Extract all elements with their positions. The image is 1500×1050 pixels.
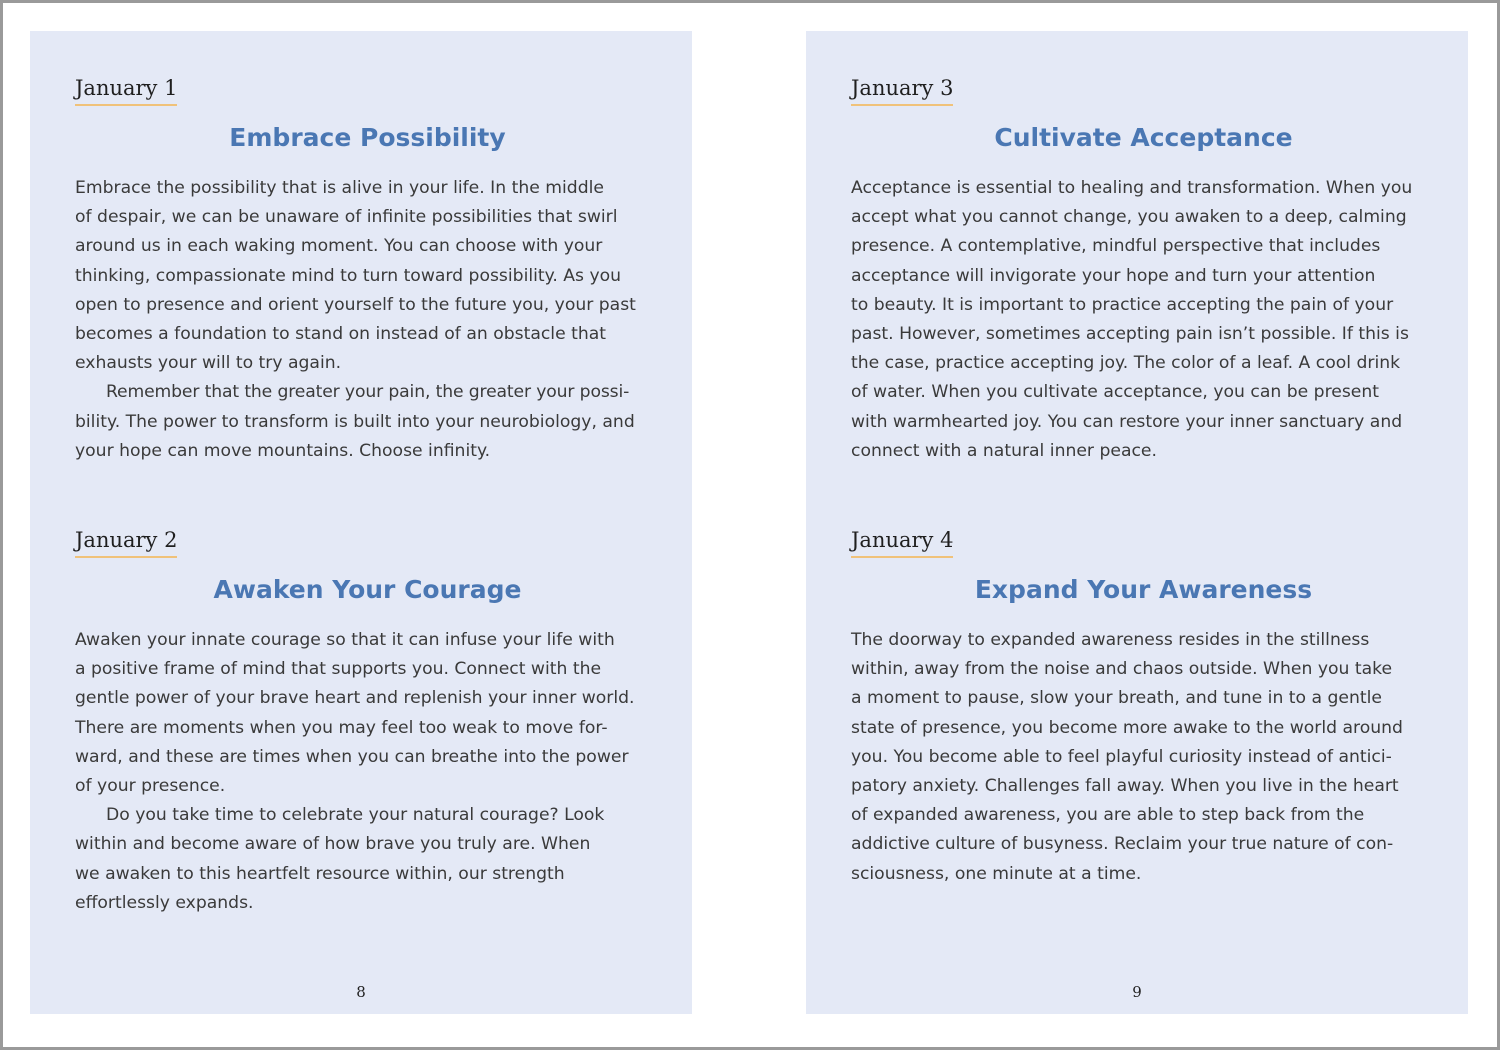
body-line: of your presence. <box>75 776 226 797</box>
entry-title: Embrace Possibility <box>229 123 506 152</box>
body-line: a moment to pause, slow your breath, and tune in to a gentle <box>851 688 1382 709</box>
entry-january-3 <box>851 74 1436 466</box>
body-line: around us in each waking moment. You can choose with your <box>75 236 603 257</box>
body-line: becomes a foundation to stand on instead of an obstacle that <box>75 324 607 345</box>
body-line: within and become aware of how brave you truly are. When <box>75 834 591 855</box>
entry-january-4 <box>851 526 1436 889</box>
body-line: connect with a natural inner peace. <box>851 440 1157 461</box>
entry-date: January 2 <box>75 526 177 558</box>
entry-title: Expand Your Awareness <box>974 575 1313 604</box>
body-line: acceptance will invigorate your hope and turn your attention <box>851 265 1376 286</box>
body-line: past. However, sometimes accepting pain isn’t possible. If this is <box>851 324 1409 345</box>
right-page <box>806 31 1468 1014</box>
body-line: The doorway to expanded awareness resides in the stillness <box>851 630 1370 650</box>
body-line: a positive frame of mind that supports you. Connect with the <box>75 659 602 680</box>
body-line: state of presence, you become more awake to the world around <box>851 717 1403 738</box>
entry-january-1 <box>75 74 660 466</box>
entry-title: Cultivate Acceptance <box>994 123 1293 152</box>
body-line: Acceptance is essential to healing and transformation. When you <box>851 178 1413 198</box>
page-number: 9 <box>1132 983 1142 1001</box>
body-line: addictive culture of busyness. Reclaim your true nature of con- <box>851 834 1394 855</box>
body-line: you. You become able to feel playful curiosity instead of antici- <box>851 746 1392 767</box>
body-line: the case, practice accepting joy. The color of a leaf. A cool drink <box>851 353 1401 374</box>
body-line: patory anxiety. Challenges fall away. When you live in the heart <box>851 776 1399 797</box>
body-line: sciousness, one minute at a time. <box>851 863 1142 884</box>
body-line: of despair, we can be unaware of infinite possibilities that swirl <box>75 207 618 228</box>
entry-january-2 <box>75 526 660 918</box>
entry-date: January 4 <box>851 526 953 558</box>
entry-date: January 1 <box>75 74 177 106</box>
entry-body <box>851 626 1436 889</box>
body-line: Awaken your innate courage so that it can infuse your life with <box>75 630 615 650</box>
body-line: of expanded awareness, you are able to step back from the <box>851 805 1365 826</box>
page-number: 8 <box>356 983 366 1001</box>
body-line: within, away from the noise and chaos outside. When you take <box>851 659 1393 680</box>
body-line: presence. A contemplative, mindful perspective that includes <box>851 236 1381 257</box>
body-line: thinking, compassionate mind to turn toward possibility. As you <box>75 265 622 286</box>
entry-body <box>75 626 660 918</box>
entry-body <box>75 174 660 466</box>
body-line: There are moments when you may feel too weak to move for- <box>75 717 608 738</box>
body-line: your hope can move mountains. Choose infinity. <box>75 440 491 461</box>
body-line: to beauty. It is important to practice accepting the pain of your <box>851 294 1394 315</box>
body-line: exhausts your will to try again. <box>75 353 342 374</box>
body-line: open to presence and orient yourself to the future you, your past <box>75 294 636 315</box>
body-line: gentle power of your brave heart and replenish your inner world. <box>75 688 635 709</box>
body-line: of water. When you cultivate acceptance, you can be present <box>851 382 1380 403</box>
body-line: bility. The power to transform is built into your neurobiology, and <box>75 411 635 432</box>
body-line: Do you take time to celebrate your natural courage? Look <box>106 805 605 826</box>
body-line: ward, and these are times when you can breathe into the power <box>75 746 629 767</box>
body-line: we awaken to this heartfelt resource within, our strength <box>75 863 565 884</box>
body-line: Remember that the greater your pain, the greater your possi- <box>106 382 630 403</box>
left-page <box>30 31 692 1014</box>
body-line: accept what you cannot change, you awaken to a deep, calming <box>851 207 1407 228</box>
entry-body <box>851 174 1436 466</box>
entry-date: January 3 <box>851 74 953 106</box>
body-line: effortlessly expands. <box>75 892 254 913</box>
entry-title: Awaken Your Courage <box>213 575 522 604</box>
body-line: Embrace the possibility that is alive in your life. In the middle <box>75 178 604 198</box>
body-line: with warmhearted joy. You can restore your inner sanctuary and <box>851 411 1403 432</box>
